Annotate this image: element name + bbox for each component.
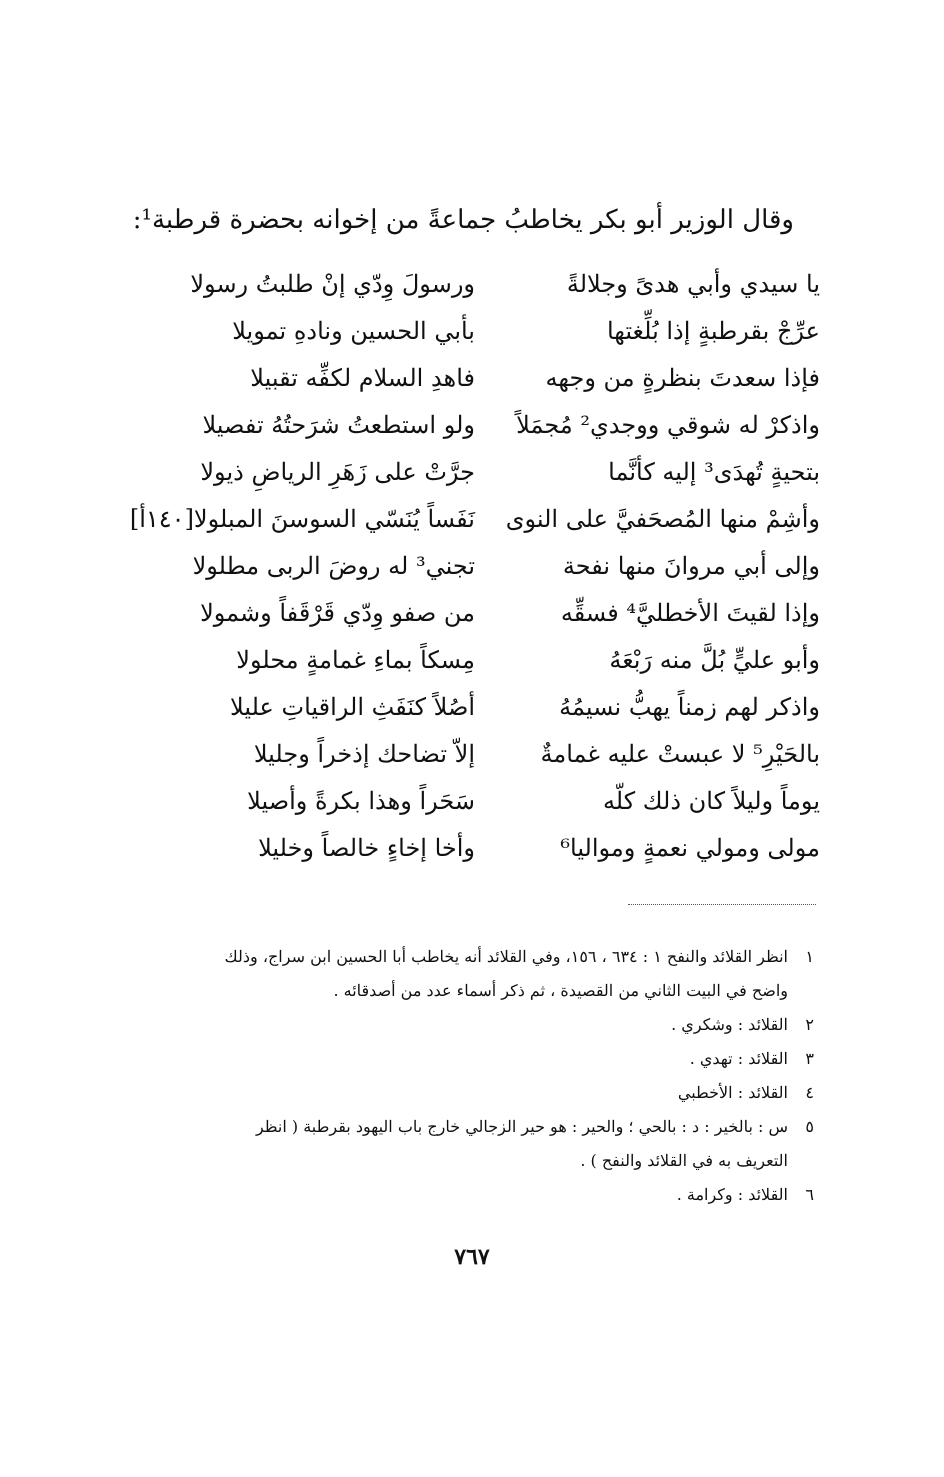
verse [145,687,820,734]
footnote-number: ٤ [805,1083,814,1102]
verse [145,405,820,452]
verse-second-hemistich: جرَّتْ على زَهَرِ الرياضِ ذيولا [200,458,475,486]
footnote-text: القلائد : وكرامة . [676,1185,788,1204]
footnote-text: التعريف به في القلائد والنفح ) . [580,1151,788,1170]
verse-first-hemistich: بتحيةٍ تُهدَى³ إليه كأنَّما [608,458,820,486]
footnote [124,1042,814,1076]
footnote [124,1110,814,1144]
footnote-text: انظر القلائد والنفح ١ : ٦٣٤ ، ١٥٦، وفي القلائد أنه يخاطب أبا الحسين ابن سراج، وذلك [224,947,788,966]
verse-first-hemistich: وأشِمْ منها المُصحَفيَّ على النوى [505,505,820,533]
verse-first-hemistich: وإذا لقيتَ الأخطليَّ⁴ فسقِّه [560,599,820,627]
verse [145,264,820,311]
verse-second-hemistich: بأبي الحسين ونادهِ تمويلا [232,317,475,345]
footnote-number: ٦ [805,1185,814,1204]
verse-first-hemistich: مولى ومولي نعمةٍ ومواليا⁶ [560,834,820,862]
footnote [124,1008,814,1042]
poem [129,264,820,874]
verse-second-hemistich: مِسكاً بماءِ غمامةٍ محلولا [236,646,475,674]
verse-second-hemistich: من صفو وِدّي قَرْقَفاً وشمولا [200,599,475,627]
verse [145,311,820,358]
footnote-continuation [124,974,814,1008]
verse [145,828,820,875]
verse [145,640,820,687]
intro-line: وقال الوزير أبو بكر يخاطبُ جماعةً من إخوانه بحضرة قرطبة¹: [132,205,794,235]
verse-second-hemistich: سَحَراً وهذا بكرةً وأصيلا [247,787,475,815]
verse [145,452,820,499]
verse-second-hemistich: تجني³ له روضَ الربى مطلولا [192,552,475,580]
verse-first-hemistich: عرِّجْ بقرطبةٍ إذا بُلِّغتها [606,317,820,345]
verse [145,734,820,781]
verse-second-hemistich: ورسولَ وِدّي إنْ طلبتُ رسولا [190,270,475,298]
footnote-number: ٥ [805,1117,814,1136]
verse-first-hemistich: وأبو عليٍّ بُلَّ منه رَبْعَهُ [609,646,820,674]
footnote [124,1178,814,1212]
verse [145,781,820,828]
verse-second-hemistich: ولو استطعتُ شرَحتُهُ تفصيلا [202,411,475,439]
verse-first-hemistich: بالحَيْرِ⁵ لا عبستْ عليه غمامةٌ [540,740,820,768]
verse-first-hemistich: وإلى أبي مروانَ منها نفحة [562,552,820,580]
verse-first-hemistich: واذكرْ له شوقي ووجدي² مُجمَلاً [516,411,820,439]
verse [145,546,820,593]
footnote-continuation [124,1144,814,1178]
verse-second-hemistich: فاهدِ السلام لكفِّه تقبيلا [250,364,475,392]
verse-first-hemistich: واذكر لهم زمناً يهبُّ نسيمُهُ [559,693,820,721]
footnote [124,1076,814,1110]
page-number: ٧٦٧ [454,1244,490,1270]
footnote-text: القلائد : الأخطبي [677,1083,788,1102]
verse-first-hemistich: فإذا سعدتَ بنظرةٍ من وجهه [545,364,820,392]
verse-second-hemistich: وأخا إخاءٍ خالصاً وخليلا [258,834,475,862]
footnote-text: واضح في البيت الثاني من القصيدة ، ثم ذكر أسماء عدد من أصدقائه . [333,981,788,1000]
verse-second-hemistich: إلاّ تضاحك إذخراً وجليلا [253,740,475,768]
footnote-number: ٢ [805,1015,814,1034]
footnote [124,940,814,974]
footnote-separator [628,904,816,905]
footnotes [124,940,814,1212]
verse [129,499,820,546]
footnote-number: ٣ [805,1049,814,1068]
footnote-number: ١ [805,947,814,966]
verse-first-hemistich: يا سيدي وأبي هدىً وجلالةً [566,270,820,298]
verse-second-hemistich: أصُلاً كنَفَثِ الراقياتِ عليلا [230,693,475,721]
verse [145,593,820,640]
footnote-text: القلائد : وشكري . [671,1015,788,1034]
verse-first-hemistich: يوماً وليلاً كان ذلك كلّه [602,787,820,815]
verse-second-hemistich: نَفَساً يُنَسّي السوسنَ المبلولا[١٤٠أ] [129,505,475,533]
footnote-text: القلائد : تهدي . [689,1049,788,1068]
footnote-text: س : بالخير : د : بالحي ؛ والحير : هو حير الزجالي خارج باب اليهود بقرطبة ( انظر [255,1117,788,1136]
verse [145,358,820,405]
